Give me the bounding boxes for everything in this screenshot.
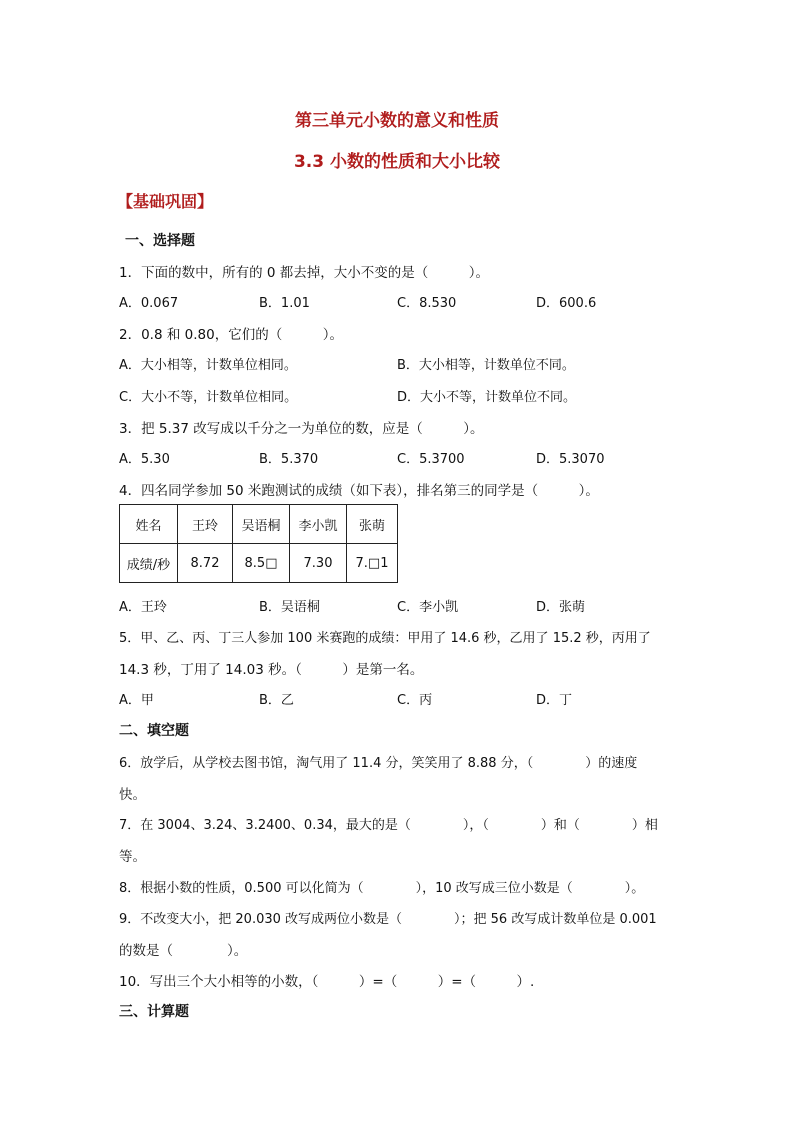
q1-option-c: C．8.530 (397, 296, 457, 311)
page-title: 第三单元小数的意义和性质 (295, 111, 499, 131)
q2-option-c: C．大小不等，计数单位相同。 (119, 390, 298, 405)
table-cell: 吴语桐 (233, 505, 290, 544)
question-9-line-2: 的数是（ ）。 (119, 943, 248, 959)
q2-option-b: B．大小相等，计数单位不同。 (397, 358, 575, 373)
table-cell: 7.□1 (347, 544, 398, 583)
q1-option-d: D．600.6 (536, 296, 597, 311)
q5-option-d: D．丁 (536, 693, 573, 708)
part-heading-calc: 三、计算题 (119, 1004, 189, 1020)
question-6-line-2: 快。 (119, 787, 146, 803)
q1-option-b: B．1.01 (259, 296, 310, 311)
question-3: 3．把 5.37 改写成以千分之一为单位的数，应是（ ）。 (119, 421, 484, 437)
q5-option-c: C．丙 (397, 693, 433, 708)
question-1: 1．下面的数中，所有的 0 都去掉，大小不变的是（ ）。 (119, 265, 490, 281)
q4-option-c: C．李小凯 (397, 600, 459, 615)
q3-option-d: D．5.3070 (536, 452, 605, 467)
q3-option-b: B．5.370 (259, 452, 319, 467)
question-10: 10．写出三个大小相等的小数，（ ）=（ ）=（ ）. (119, 974, 535, 990)
table-cell: 8.72 (178, 544, 233, 583)
question-5-line-1: 5．甲、乙、丙、丁三人参加 100 米赛跑的成绩：甲用了 14.6 秒，乙用了 15.2 秒，丙用了 (119, 631, 651, 646)
part-heading-fill: 二、填空题 (119, 723, 189, 739)
table-cell: 成绩/秒 (120, 544, 178, 583)
table-cell: 7.30 (290, 544, 347, 583)
table-cell: 李小凯 (290, 505, 347, 544)
q1-option-a: A．0.067 (119, 296, 179, 311)
score-table (119, 504, 398, 583)
question-7-line-1: 7．在 3004、3.24、3.2400、0.34，最大的是（ ），（ ）和（ ）相 (119, 818, 658, 833)
table-cell: 张萌 (347, 505, 398, 544)
table-cell: 8.5□ (233, 544, 290, 583)
section-heading: 【基础巩固】 (117, 192, 214, 211)
question-7-line-2: 等。 (119, 849, 146, 865)
q4-option-a: A．王玲 (119, 600, 167, 615)
q4-option-d: D．张萌 (536, 600, 586, 615)
table-row (120, 544, 398, 583)
table-row (120, 505, 398, 544)
question-9-line-1: 9．不改变大小，把 20.030 改写成两位小数是（ ）；把 56 改写成计数单位是 0.001 (119, 912, 657, 927)
q5-option-b: B．乙 (259, 693, 294, 708)
question-2: 2．0.8 和 0.80，它们的（ ）。 (119, 327, 343, 343)
q4-option-b: B．吴语桐 (259, 600, 320, 615)
q2-option-d: D．大小不等，计数单位不同。 (397, 390, 577, 405)
question-6-line-1: 6．放学后，从学校去图书馆，淘气用了 11.4 分，笑笑用了 8.88 分，（ ）的速度 (119, 756, 638, 771)
question-4: 4．四名同学参加 50 米跑测试的成绩（如下表），排名第三的同学是（ ）。 (119, 483, 599, 499)
table-cell: 王玲 (178, 505, 233, 544)
q3-option-a: A．5.30 (119, 452, 170, 467)
table-cell: 姓名 (120, 505, 178, 544)
question-8: 8．根据小数的性质，0.500 可以化简为（ ），10 改写成三位小数是（ ）。 (119, 881, 645, 896)
q3-option-c: C．5.3700 (397, 452, 465, 467)
part-heading-choice: 一、选择题 (125, 233, 195, 249)
question-5-line-2: 14.3 秒，丁用了 14.03 秒。（ ）是第一名。 (119, 662, 424, 678)
q5-option-a: A．甲 (119, 693, 154, 708)
page-subtitle: 3.3 小数的性质和大小比较 (293, 152, 501, 172)
q2-option-a: A．大小相等，计数单位相同。 (119, 358, 297, 373)
